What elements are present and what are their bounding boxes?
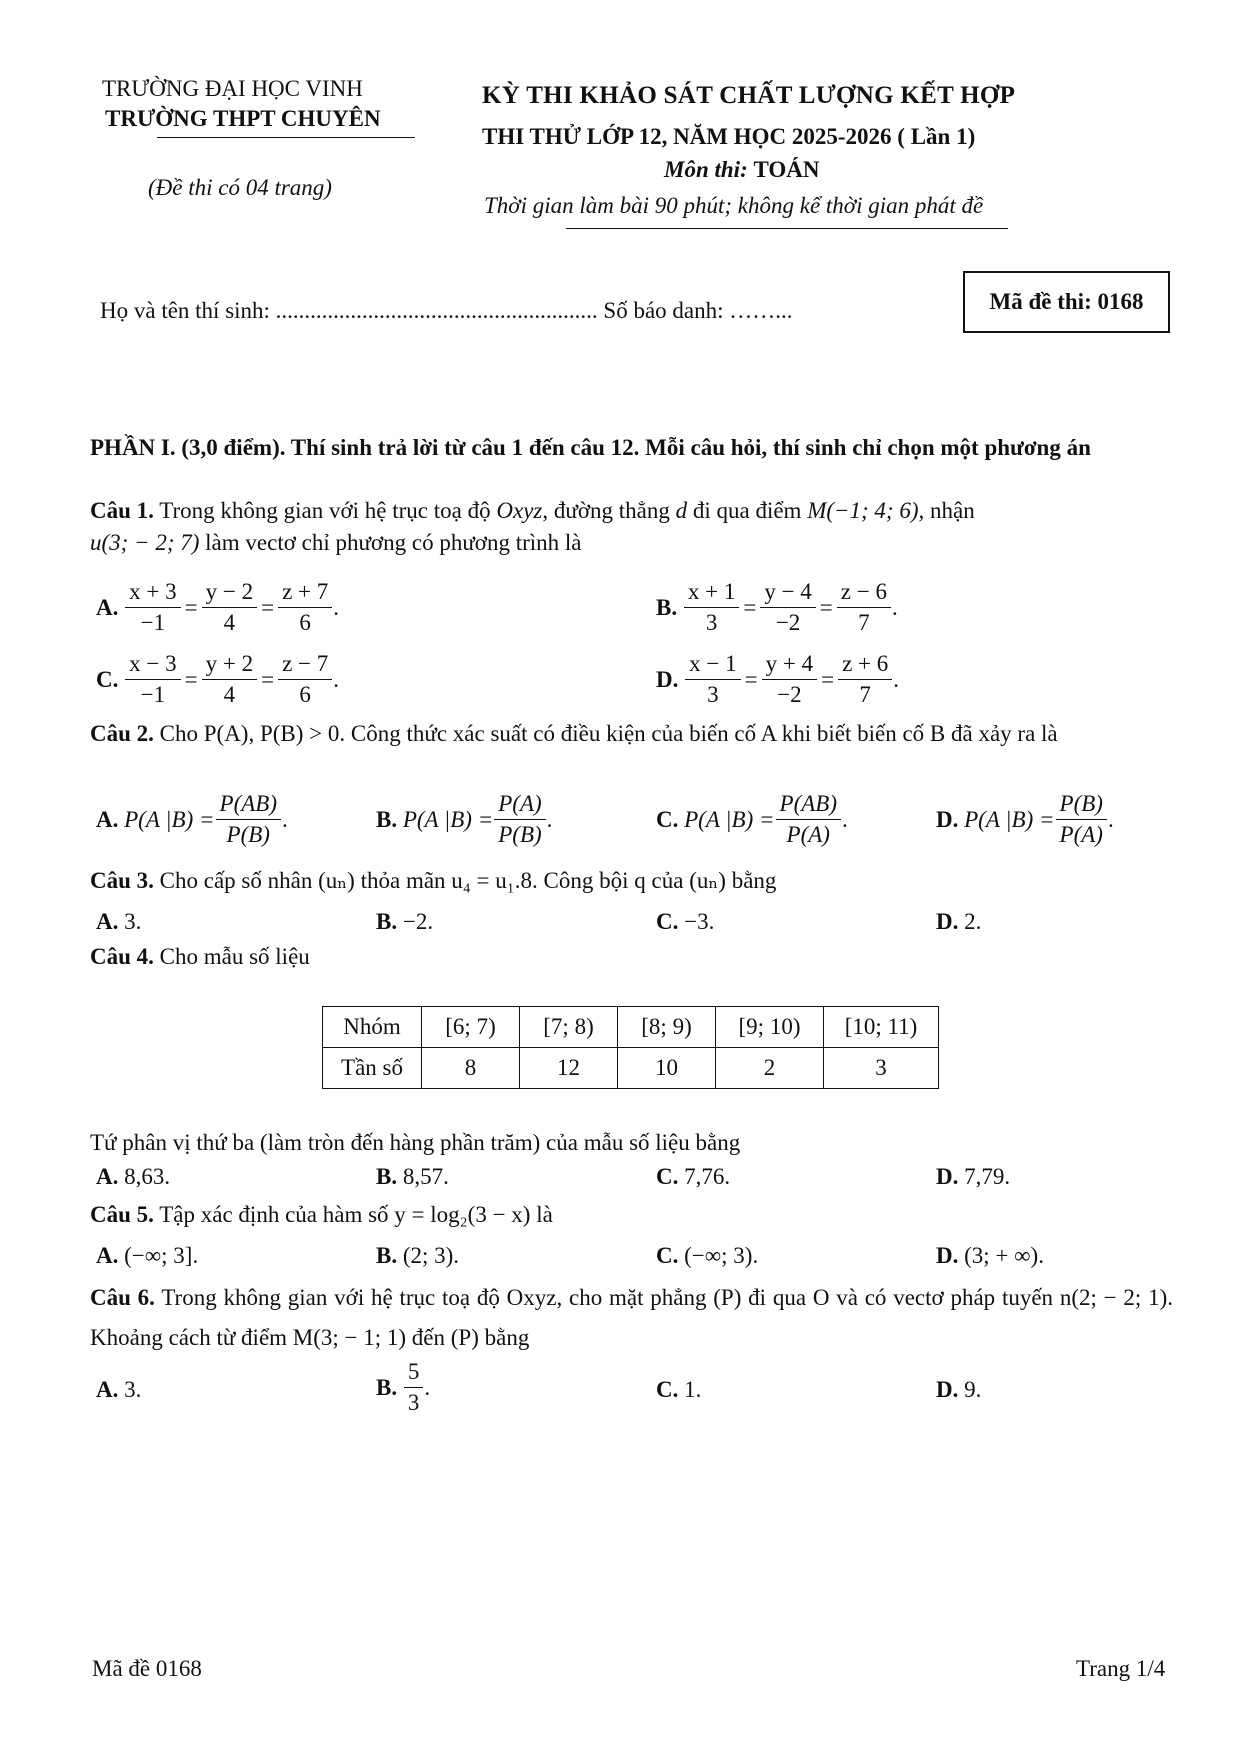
table-cell: 10 bbox=[618, 1048, 716, 1089]
q5-c-value: (−∞; 3). bbox=[684, 1243, 759, 1268]
q1-a-n1: x + 3 bbox=[125, 577, 180, 608]
q2-c-num: P(AB) bbox=[776, 789, 841, 820]
q3-option-c[interactable] bbox=[656, 909, 714, 935]
q6-option-d[interactable] bbox=[936, 1377, 981, 1403]
q1-text1: Trong không gian với hệ trục toạ độ bbox=[159, 498, 491, 523]
table-cell: [9; 10) bbox=[716, 1007, 824, 1048]
q4-option-b[interactable] bbox=[376, 1164, 449, 1190]
q1-d-n2: y + 4 bbox=[762, 649, 817, 680]
q4-c-label: C. bbox=[656, 1164, 679, 1189]
q2-option-d[interactable]: D. P(A |B) = $\frac{P(B)}{P(A)}$ . bbox=[936, 789, 1114, 850]
frequency-table bbox=[322, 1006, 939, 1089]
q1-option-c[interactable]: C. $\frac{x - 3}{-1}$ = $\frac{y + 2}{4}$ = $\frac{z - 7}{6}$ . bbox=[96, 649, 339, 710]
q1-option-a[interactable]: A. $\frac{x + 3}{-1}$ = $\frac{y - 2}{4}$ = $\frac{z + 7}{6}$ . bbox=[96, 577, 339, 638]
q6-b-label: B. bbox=[376, 1374, 398, 1400]
q1-c-label: C. bbox=[96, 666, 119, 692]
table-cell: Nhóm bbox=[323, 1007, 422, 1048]
school-name-line2: TRƯỜNG THPT CHUYÊN bbox=[105, 106, 381, 131]
header-rule-left bbox=[157, 137, 415, 138]
q4-label: Câu 4. bbox=[90, 944, 154, 969]
table-cell: [8; 9) bbox=[618, 1007, 716, 1048]
q1-label: Câu 1. bbox=[90, 498, 154, 523]
q1-a-d2: 4 bbox=[223, 610, 236, 635]
q1-c-n1: x − 3 bbox=[125, 649, 180, 680]
q5-option-c[interactable] bbox=[656, 1243, 758, 1269]
part1-heading: PHẦN I. (3,0 điểm). Thí sinh trả lời từ câu 1 đến câu 12. Mỗi câu hỏi, thí sinh chỉ chọn một phương án bbox=[90, 435, 1091, 460]
q1-option-d[interactable]: D. $\frac{x - 1}{3}$ = $\frac{y + 4}{-2}$ = $\frac{z + 6}{7}$ . bbox=[656, 649, 899, 710]
q1-point-m: M(−1; 4; 6), bbox=[807, 498, 925, 523]
q3-a-value: 3. bbox=[124, 909, 142, 934]
q2-a-label: A. bbox=[96, 806, 119, 832]
question-5-stem bbox=[90, 1199, 1173, 1231]
q1-vector-u: u(3; − 2; 7) bbox=[90, 530, 200, 555]
q1-d-d1: 3 bbox=[707, 682, 719, 707]
q1-b-label: B. bbox=[656, 594, 678, 620]
q1-a-d1: −1 bbox=[140, 610, 166, 635]
q2-b-label: B. bbox=[376, 806, 398, 832]
q4-option-c[interactable] bbox=[656, 1164, 730, 1190]
q3-option-a[interactable] bbox=[96, 909, 141, 935]
q6-b-den: 3 bbox=[407, 1390, 420, 1415]
q1-c-d3: 6 bbox=[299, 682, 311, 707]
table-cell: [10; 11) bbox=[824, 1007, 939, 1048]
q3-option-d[interactable] bbox=[936, 909, 981, 935]
q4-a-label: A. bbox=[96, 1164, 119, 1189]
q1-c-n2: y + 2 bbox=[202, 649, 257, 680]
q1-text4: nhận bbox=[930, 498, 975, 523]
q5-a-label: A. bbox=[96, 1243, 119, 1268]
q5-label: Câu 5. bbox=[90, 1202, 154, 1227]
q4-d-value: 7,79. bbox=[964, 1164, 1011, 1189]
q4-option-d[interactable] bbox=[936, 1164, 1010, 1190]
q2-d-num: P(B) bbox=[1056, 789, 1107, 820]
pages-note: (Đề thi có 04 trang) bbox=[148, 175, 332, 200]
header-rule-right bbox=[566, 228, 1008, 229]
table-cell: 3 bbox=[824, 1048, 939, 1089]
q6-c-value: 1. bbox=[684, 1377, 702, 1402]
footer-exam-code: Mã đề 0168 bbox=[92, 1656, 202, 1681]
q5-option-a[interactable] bbox=[96, 1243, 198, 1269]
q6-option-c[interactable] bbox=[656, 1377, 701, 1403]
q5-text: Tập xác định của hàm số y = log₂(3 − x) là bbox=[159, 1202, 553, 1227]
question-3-stem bbox=[90, 865, 1173, 897]
q6-d-value: 9. bbox=[964, 1377, 982, 1402]
q5-d-label: D. bbox=[936, 1243, 959, 1268]
q1-line-d: d bbox=[675, 498, 688, 523]
q1-oxyz: Oxyz bbox=[496, 498, 543, 523]
q3-c-value: −3. bbox=[684, 909, 715, 934]
question-1-stem bbox=[90, 495, 1173, 559]
exam-title-line1: KỲ THI KHẢO SÁT CHẤT LƯỢNG KẾT HỢP bbox=[482, 82, 1016, 109]
q1-c-d2: 4 bbox=[223, 682, 236, 707]
question-6-stem bbox=[90, 1278, 1173, 1358]
q6-b-num: 5 bbox=[404, 1357, 424, 1388]
q6-option-b[interactable]: B. $\frac{5}{3}$ . bbox=[376, 1357, 430, 1418]
q1-a-n3: z + 7 bbox=[278, 577, 332, 608]
q3-option-b[interactable] bbox=[376, 909, 433, 935]
q2-d-label: D. bbox=[936, 806, 959, 832]
q4-a-value: 8,63. bbox=[124, 1164, 171, 1189]
q6-c-label: C. bbox=[656, 1377, 679, 1402]
q2-option-c[interactable]: C. P(A |B) = $\frac{P(AB)}{P(A)}$ . bbox=[656, 789, 848, 850]
q2-a-den: P(B) bbox=[226, 822, 270, 847]
q1-text2: , đường thẳng bbox=[542, 498, 670, 523]
q1-text5: làm vectơ chỉ phương có phương trình là bbox=[205, 530, 582, 555]
q2-c-den: P(A) bbox=[786, 822, 830, 847]
q6-a-label: A. bbox=[96, 1377, 119, 1402]
q1-c-n3: z − 7 bbox=[278, 649, 332, 680]
q1-a-label: A. bbox=[96, 594, 119, 620]
q1-b-n2: y − 4 bbox=[760, 577, 815, 608]
candidate-info-line: Họ và tên thí sinh: ........................................................ Số báo danh: ……... bbox=[100, 298, 793, 323]
table-cell: Tần số bbox=[323, 1048, 422, 1089]
table-cell: [6; 7) bbox=[422, 1007, 520, 1048]
q3-text: Cho cấp số nhân (uₙ) thỏa mãn u₄ = u₁.8. Công bội q của (uₙ) bằng bbox=[159, 868, 777, 893]
q1-option-b[interactable]: B. $\frac{x + 1}{3}$ = $\frac{y - 4}{-2}$ = $\frac{z - 6}{7}$ . bbox=[656, 577, 898, 638]
q3-b-value: −2. bbox=[402, 909, 434, 934]
q3-d-value: 2. bbox=[964, 909, 982, 934]
q1-b-d1: 3 bbox=[705, 610, 718, 635]
q1-d-n1: x − 1 bbox=[685, 649, 740, 680]
q4-b-label: B. bbox=[376, 1164, 398, 1189]
q2-a-lhs: P(A |B) = bbox=[124, 806, 215, 832]
q1-a-d3: 6 bbox=[299, 610, 311, 635]
q2-option-b[interactable]: B. P(A |B) = $\frac{P(A)}{P(B)}$ . bbox=[376, 789, 552, 850]
q4-option-a[interactable] bbox=[96, 1164, 170, 1190]
q5-a-value: (−∞; 3]. bbox=[124, 1243, 199, 1268]
table-cell: 2 bbox=[716, 1048, 824, 1089]
school-name-line1: TRƯỜNG ĐẠI HỌC VINH bbox=[102, 76, 363, 101]
table-cell: 12 bbox=[520, 1048, 618, 1089]
q5-option-b[interactable] bbox=[376, 1243, 459, 1269]
q1-b-n3: z − 6 bbox=[837, 577, 891, 608]
q2-label: Câu 2. bbox=[90, 721, 154, 746]
q2-d-den: P(A) bbox=[1059, 822, 1103, 847]
q2-b-num: P(A) bbox=[494, 789, 545, 820]
q3-a-label: A. bbox=[96, 909, 119, 934]
footer-page-number: Trang 1/4 bbox=[1076, 1656, 1166, 1681]
q2-b-den: P(B) bbox=[498, 822, 542, 847]
q2-c-lhs: P(A |B) = bbox=[684, 806, 775, 832]
q4-c-value: 7,76. bbox=[684, 1164, 731, 1189]
q5-d-value: (3; + ∞). bbox=[964, 1243, 1044, 1268]
subject-label: Môn thi: bbox=[664, 157, 748, 182]
q5-option-d[interactable] bbox=[936, 1243, 1044, 1269]
q3-label: Câu 3. bbox=[90, 868, 154, 893]
q5-c-label: C. bbox=[656, 1243, 679, 1268]
q4-prompt: Tứ phân vị thứ ba (làm tròn đến hàng phần trăm) của mẫu số liệu bằng bbox=[90, 1130, 741, 1155]
q1-d-d2: −2 bbox=[777, 682, 802, 707]
q6-option-a[interactable] bbox=[96, 1377, 141, 1403]
q3-d-label: D. bbox=[936, 909, 959, 934]
q2-c-label: C. bbox=[656, 806, 679, 832]
q5-b-label: B. bbox=[376, 1243, 398, 1268]
q1-c-d1: −1 bbox=[140, 682, 166, 707]
table-row bbox=[323, 1048, 939, 1089]
q2-b-lhs: P(A |B) = bbox=[402, 806, 494, 832]
q1-a-n2: y − 2 bbox=[202, 577, 257, 608]
question-4-stem bbox=[90, 941, 1173, 973]
q4-text: Cho mẫu số liệu bbox=[159, 944, 310, 969]
question-2-stem bbox=[90, 718, 1173, 750]
q1-text3: đi qua điểm bbox=[692, 498, 802, 523]
q3-b-label: B. bbox=[376, 909, 398, 934]
q2-d-lhs: P(A |B) = bbox=[964, 806, 1055, 832]
q6-a-value: 3. bbox=[124, 1377, 142, 1402]
q2-option-a[interactable]: A. P(A |B) = $\frac{P(AB)}{P(B)}$ . bbox=[96, 789, 288, 850]
time-note: Thời gian làm bài 90 phút; không kể thời gian phát đề bbox=[484, 193, 984, 218]
table-cell: [7; 8) bbox=[520, 1007, 618, 1048]
q1-d-n3: z + 6 bbox=[838, 649, 892, 680]
q2-a-num: P(AB) bbox=[216, 789, 281, 820]
exam-title-line2: THI THỬ LỚP 12, NĂM HỌC 2025-2026 ( Lần 1) bbox=[482, 124, 976, 149]
q6-d-label: D. bbox=[936, 1377, 959, 1402]
q6-label: Câu 6. bbox=[90, 1285, 155, 1310]
subject-value: TOÁN bbox=[753, 157, 820, 182]
q4-b-value: 8,57. bbox=[402, 1164, 449, 1189]
q3-c-label: C. bbox=[656, 909, 679, 934]
q2-text: Cho P(A), P(B) > 0. Công thức xác suất có điều kiện của biến cố A khi biết biến cố B đã xảy ra là bbox=[159, 721, 1058, 746]
q1-d-d3: 7 bbox=[859, 682, 871, 707]
q1-b-n1: x + 1 bbox=[684, 577, 739, 608]
table-row bbox=[323, 1007, 939, 1048]
q1-b-d2: −2 bbox=[775, 610, 801, 635]
table-cell: 8 bbox=[422, 1048, 520, 1089]
exam-code-box: Mã đề thi: 0168 bbox=[963, 271, 1170, 333]
subject-line bbox=[664, 157, 820, 183]
q4-d-label: D. bbox=[936, 1164, 959, 1189]
q1-b-d3: 7 bbox=[858, 610, 870, 635]
q1-d-label: D. bbox=[656, 666, 679, 692]
q5-b-value: (2; 3). bbox=[402, 1243, 460, 1268]
q6-text: Trong không gian với hệ trục toạ độ Oxyz, cho mặt phẳng (P) đi qua O và có vectơ pháp tuyến n(2; − 2; 1). Khoảng cách từ điểm M(3; − 1; 1) đến (P) bằng bbox=[90, 1285, 1173, 1350]
